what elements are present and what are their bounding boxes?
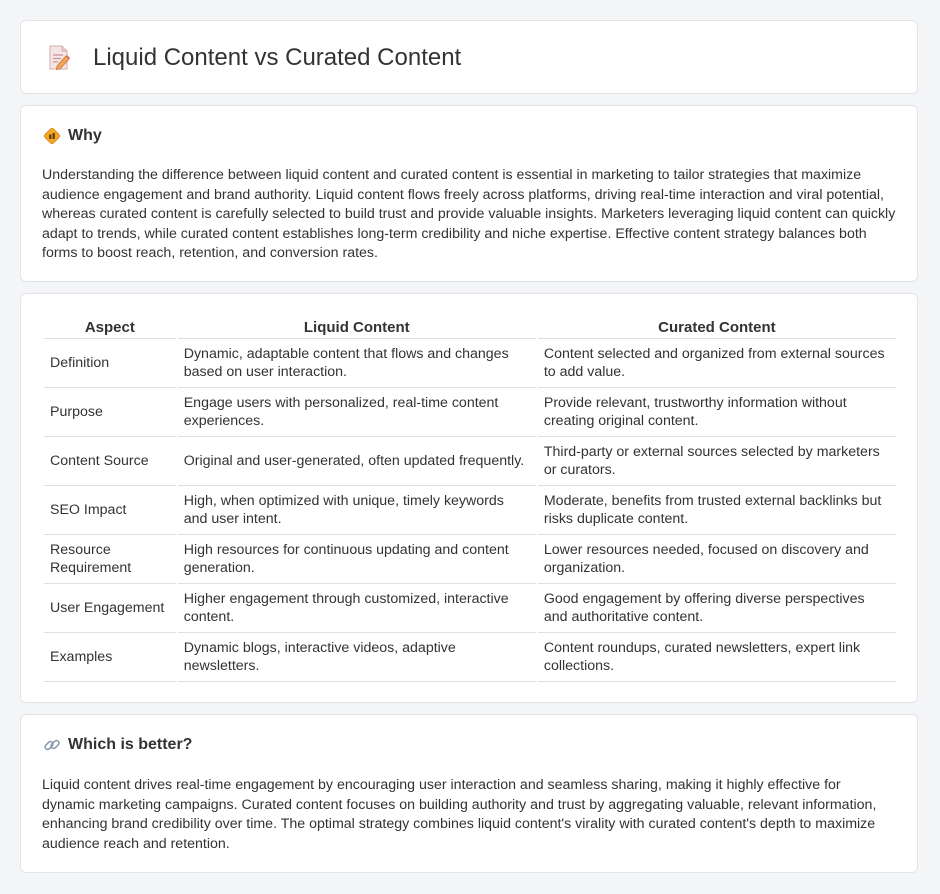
liquid-cell: High, when optimized with unique, timely keywords and user intent. <box>178 486 536 535</box>
document-pencil-icon <box>47 44 71 72</box>
link-icon <box>43 736 61 754</box>
comparison-card <box>20 293 918 703</box>
curated-cell: Content selected and organized from external sources to add value. <box>538 339 896 388</box>
header-aspect: Aspect <box>44 316 176 339</box>
table-row <box>44 584 896 633</box>
title-row <box>47 43 461 73</box>
liquid-cell: Higher engagement through customized, interactive content. <box>178 584 536 633</box>
header-curated-content: Curated Content <box>538 316 896 339</box>
liquid-cell: Original and user-generated, often updated frequently. <box>178 437 536 486</box>
table-header-row <box>44 316 896 339</box>
curated-cell: Provide relevant, trustworthy information without creating original content. <box>538 388 896 437</box>
why-title: Why <box>68 127 102 144</box>
liquid-cell: Dynamic, adaptable content that flows and changes based on user interaction. <box>178 339 536 388</box>
page-title: Liquid Content vs Curated Content <box>93 44 462 71</box>
table-row <box>44 339 896 388</box>
header-liquid-content: Liquid Content <box>178 316 536 339</box>
liquid-cell: Engage users with personalized, real-time content experiences. <box>178 388 536 437</box>
curated-cell: Content roundups, curated newsletters, expert link collections. <box>538 633 896 682</box>
why-text: Understanding the difference between liquid content and curated content is essential in marketing to tailor strategies that maximize audience engagement and brand authority. Liquid content flows freely across platforms, driving real-time interaction and viral potential, whereas curated content is carefully selected to build trust and provide valuable insights. Marketers leveraging liquid content can quickly adapt to trends, while curated content establishes long-term credibility and niche expertise. Effective content strategy balances both forms to boost reach, retention, and conversion rates. <box>42 167 896 261</box>
table-row <box>44 633 896 682</box>
diamond-sign-icon <box>43 127 61 145</box>
liquid-cell: Dynamic blogs, interactive videos, adaptive newsletters. <box>178 633 536 682</box>
curated-cell: Good engagement by offering diverse perspectives and authoritative content. <box>538 584 896 633</box>
liquid-cell: High resources for continuous updating and content generation. <box>178 535 536 584</box>
aspect-cell: Content Source <box>44 437 176 486</box>
why-card <box>20 105 918 282</box>
aspect-cell: Resource Requirement <box>44 535 176 584</box>
curated-cell: Third-party or external sources selected by marketers or curators. <box>538 437 896 486</box>
curated-cell: Moderate, benefits from trusted external backlinks but risks duplicate content. <box>538 486 896 535</box>
comparison-table <box>42 316 898 682</box>
aspect-cell: Definition <box>44 339 176 388</box>
aspect-cell: Examples <box>44 633 176 682</box>
title-card <box>20 20 918 94</box>
aspect-cell: User Engagement <box>44 584 176 633</box>
table-row <box>44 388 896 437</box>
aspect-cell: SEO Impact <box>44 486 176 535</box>
table-row <box>44 437 896 486</box>
aspect-cell: Purpose <box>44 388 176 437</box>
better-text: Liquid content drives real-time engagement by encouraging user interaction and seamless sharing, making it highly effective for dynamic marketing campaigns. Curated content focuses on building authority and trust by aggregating valuable, relevant information, enhancing brand credibility over time. The optimal strategy combines liquid content's virality with curated content's depth to maximize audience reach and retention. <box>42 777 877 852</box>
curated-cell: Lower resources needed, focused on discovery and organization. <box>538 535 896 584</box>
better-header <box>43 736 192 754</box>
table-row <box>44 486 896 535</box>
table-row <box>44 535 896 584</box>
which-is-better-card <box>20 714 918 873</box>
better-title: Which is better? <box>68 736 193 753</box>
why-header <box>43 127 102 145</box>
